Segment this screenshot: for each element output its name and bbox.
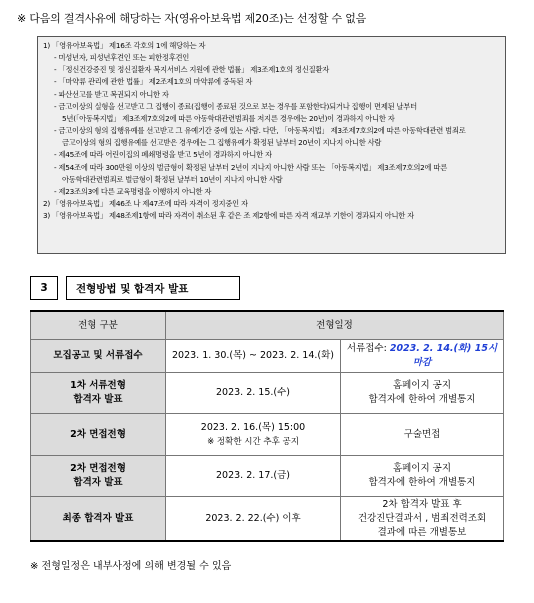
disq-line: - 제45조에 따라 어린이집의 폐쇄명령을 받고 5년이 경과하지 아니한 자 (54, 150, 272, 160)
date-line: 2023. 1. 30.(목) ~ 2023. 2. 14.(화) (172, 350, 334, 361)
date-line: 2023. 2. 16.(목) 15:00 (200, 421, 306, 433)
date-cell (166, 414, 341, 456)
date-line: 2023. 2. 15.(수) (216, 387, 290, 398)
date-cell (166, 497, 341, 542)
disq-line: - 제54조에 따라 300만원 이상의 벌금형이 확정된 날부터 2년이 지나지 아니한 사람 또는 「아동복지법」 제3조제7호의2에 따른 (54, 162, 447, 172)
disq-line: 2) 「영유아보육법」 제46조 나 제47조에 따라 자격이 정지중인 자 (43, 199, 248, 209)
deadline-highlight: 2023. 2. 14.(화) 15시 마감 (389, 343, 498, 368)
stage-line: 최종 합격자 발표 (62, 512, 134, 524)
disq-line: 아동학대관련범죄로 벌금형이 확정된 날부터 10년이 지나지 아니한 사람 (62, 174, 283, 184)
stage-cell (31, 414, 166, 456)
footnote: ※ 전형일정은 내부사정에 의해 변경될 수 있음 (30, 561, 232, 572)
disq-line: 금고이상의 형의 집행유예를 선고받은 경우에는 그 집행유예가 확정된 날부터 20년이 지나지 아니한 사람 (62, 138, 382, 148)
note-cell (341, 497, 504, 542)
note-line: 합격자에 한하여 개별통지 (368, 394, 476, 405)
disq-line: - 파산선고를 받고 복권되지 아니한 자 (54, 89, 169, 99)
header-timeline: 전형일정 (166, 311, 504, 340)
disq-line: - 금고이상의 형의 집행유예를 선고받고 그 유예기간 중에 있는 사람. 다만, 「아동복지법」 제3조제7호의2에 따른 아동학대관련 범죄로 (54, 126, 466, 136)
table-row (31, 497, 504, 542)
disq-line: - 「정신건강증진 및 정신질환자 복지서비스 지원에 관한 법률」 제3조제1호의 정신질환자 (54, 65, 330, 75)
header-stage: 전형 구분 (31, 311, 166, 340)
date-line: 2023. 2. 17.(금) (216, 470, 290, 481)
table-row (31, 373, 504, 414)
note-cell (341, 373, 504, 414)
note-line: 건강진단결과서 , 범죄전력조회 (357, 512, 487, 524)
table-row (31, 340, 504, 373)
schedule-header-row (31, 311, 504, 340)
stage-line: 2차 면접전형 (70, 428, 126, 440)
note-cell (341, 340, 504, 373)
disq-line: 5년(「아동복지법」 제3조제7호의2에 따른 아동학대관련범죄를 저지른 경우에는 20년)이 경과하지 아니한 자 (62, 113, 395, 123)
intro-notice: ※ 다음의 결격사유에 해당하는 자(영유아보육법 제20조)는 선정할 수 없음 (17, 12, 367, 25)
disqualification-box (37, 36, 506, 254)
section-number: 3 (30, 276, 58, 300)
note-line: 2차 합격자 발표 후 (382, 498, 462, 510)
date-cell (166, 340, 341, 373)
date-line: 2023. 2. 22.(수) 이후 (205, 512, 301, 524)
note-line: 홈페이지 공지 (392, 380, 452, 391)
disq-line: - 제23조의3에 다른 교육명령을 이행하지 아니한 자 (54, 186, 212, 196)
table-row (31, 456, 504, 497)
date-cell (166, 456, 341, 497)
stage-line: 모집공고 및 서류접수 (53, 350, 143, 361)
section-title: 전형방법 및 합격자 발표 (66, 276, 240, 300)
date-cell (166, 373, 341, 414)
note-line: 결과에 따른 개별통보 (377, 526, 467, 538)
stage-line: 합격자 발표 (73, 477, 123, 488)
stage-line: 1차 서류전형 (70, 380, 126, 391)
stage-cell (31, 497, 166, 542)
stage-line: 2차 면접전형 (70, 463, 126, 474)
disq-line: - 미성년자, 피성년후견인 또는 피한정후견인 (54, 53, 190, 63)
disq-line: - 금고이상의 실형을 선고받고 그 집행이 종료(집행이 종료된 것으로 보는 경우를 포함한다)되거나 집행이 면제된 날부터 (54, 101, 417, 111)
disq-line: 3) 「영유아보육법」 제48조제1항에 따라 자격이 취소된 후 같은 조 제2항에 따른 자격 재교부 기한이 경과되지 아니한 자 (43, 211, 414, 221)
note-cell (341, 456, 504, 497)
table-row (31, 414, 504, 456)
note-cell (341, 414, 504, 456)
note-line: 홈페이지 공지 (392, 463, 452, 474)
note-line: 합격자에 한하여 개별통지 (368, 477, 476, 488)
stage-cell (31, 340, 166, 373)
stage-cell (31, 373, 166, 414)
note-prefix: 서류접수: (346, 343, 390, 354)
stage-cell (31, 456, 166, 497)
disq-line: - 「마약류 관리에 관한 법률」 제2조제1호의 마약류에 중독된 자 (54, 77, 253, 87)
note-line: 구술면접 (403, 428, 441, 440)
schedule-table (30, 310, 504, 542)
stage-line: 합격자 발표 (73, 394, 123, 405)
disq-line: 1) 「영유아보육법」 제16조 각호의 1에 해당하는 자 (43, 41, 206, 50)
date-subnote: ※ 정확한 시간 추후 공지 (207, 436, 299, 447)
